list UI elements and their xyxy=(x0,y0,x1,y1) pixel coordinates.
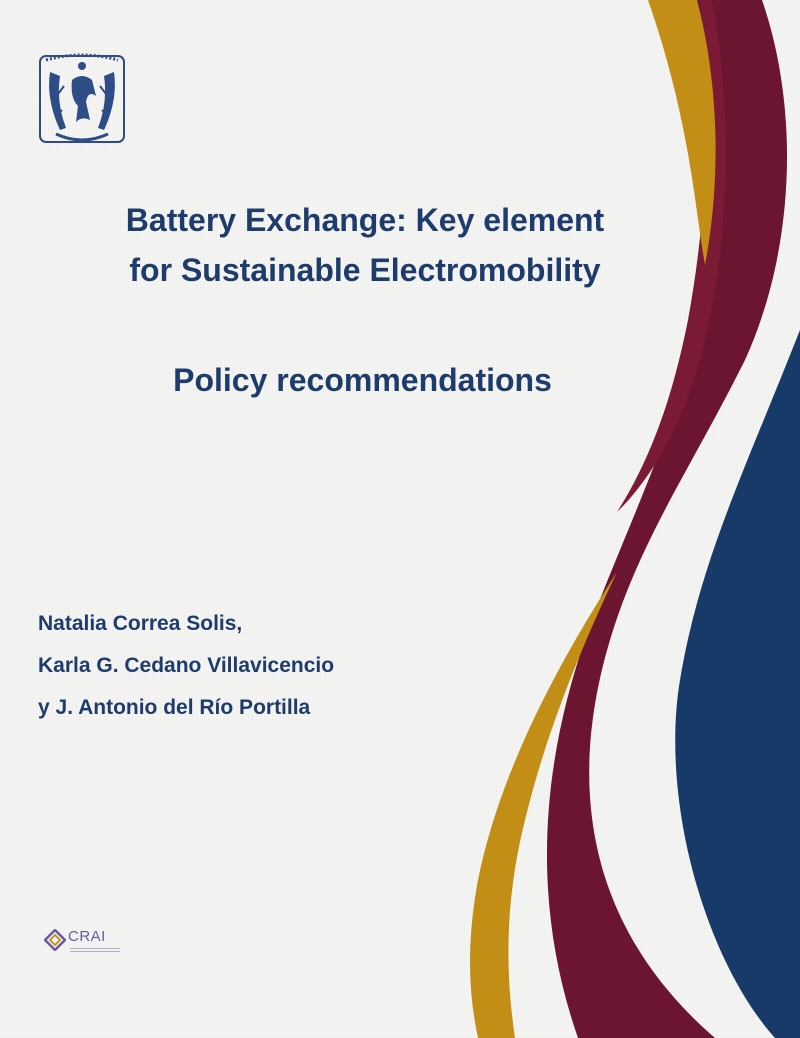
author-3: y J. Antonio del Río Portilla xyxy=(38,696,311,719)
title-line-1: Battery Exchange: Key element xyxy=(125,202,605,238)
author-2: Karla G. Cedano Villavicencio xyxy=(38,654,335,677)
crai-label: CRAI xyxy=(68,928,106,945)
document-subtitle: Policy recommendations xyxy=(173,362,552,398)
author-list xyxy=(38,612,334,738)
crai-diamond-icon xyxy=(44,929,66,951)
crai-tagline-lines xyxy=(70,946,120,952)
title-line-2: for Sustainable Electromobility xyxy=(129,252,601,288)
author-1: Natalia Correa Solis, xyxy=(38,612,243,635)
crai-logo xyxy=(44,926,134,956)
document-title xyxy=(40,195,690,295)
unam-crest-icon xyxy=(36,50,128,150)
